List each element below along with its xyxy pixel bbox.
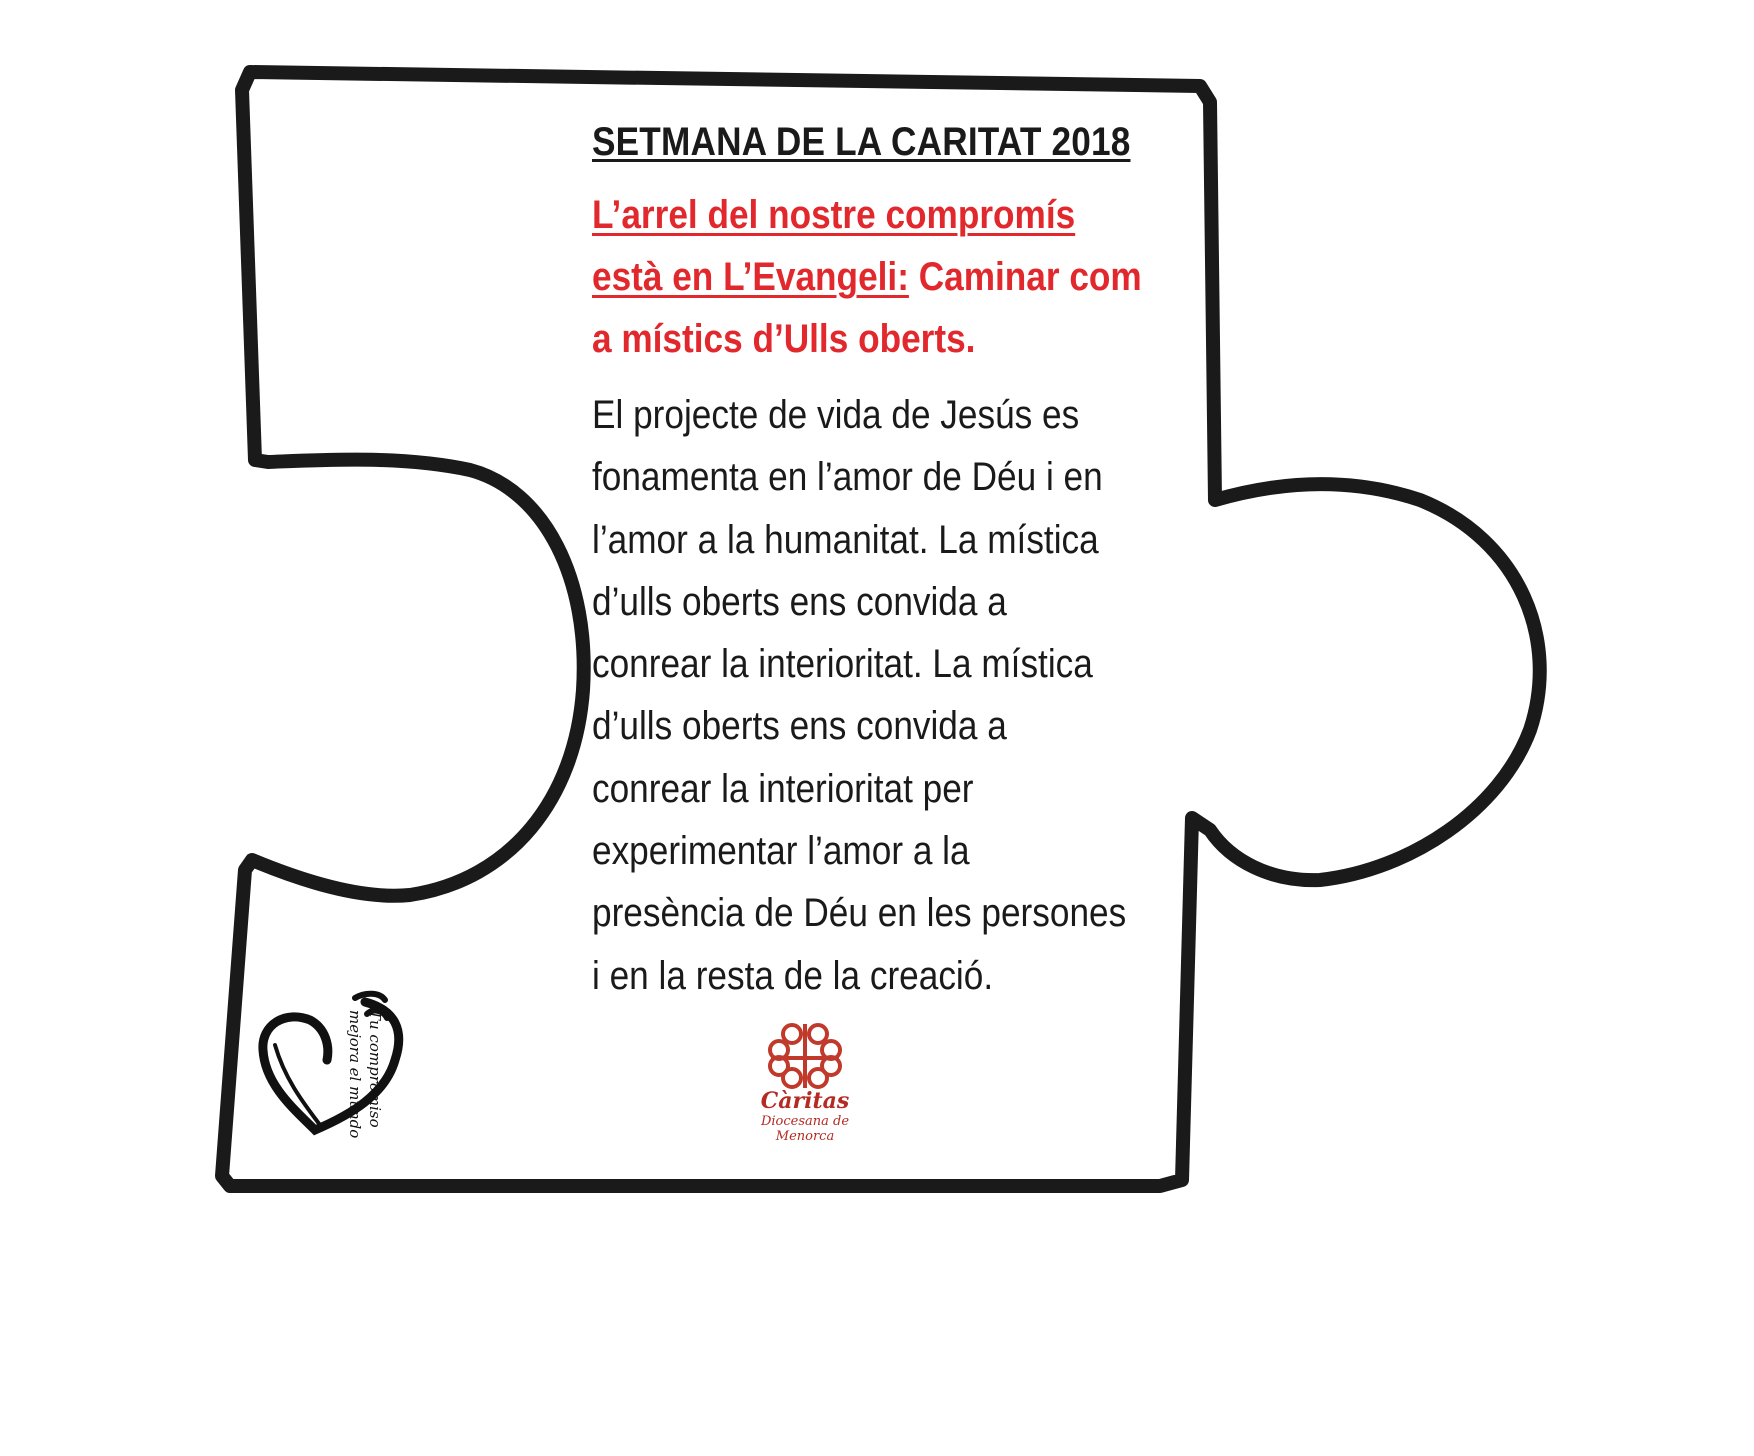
slogan-line-1: Tu compromiso (366, 1010, 384, 1128)
caritas-name: Càritas (760, 1088, 850, 1114)
body-line: experimentar l’amor a la (592, 829, 970, 874)
caritas-subtitle-line-2: Menorca (775, 1129, 835, 1144)
caritas-logo (735, 1020, 875, 1155)
text-content (592, 118, 1212, 1007)
body-line: i en la resta de la creació. (592, 953, 994, 998)
body-line: presència de Déu en les persones (592, 891, 1127, 936)
caritas-subtitle-line-1: Diocesana de (760, 1114, 850, 1129)
subtitle-line-2-underlined: està en L’Evangeli: (592, 255, 909, 299)
page-title: SETMANA DE LA CARITAT 2018 (592, 120, 1131, 164)
subtitle-line-2-rest: Caminar com (908, 255, 1142, 299)
caritas-subtitle (735, 1114, 875, 1144)
body-line: conrear la interioritat. La mística (592, 642, 1093, 687)
body-line: l’amor a la humanitat. La mística (592, 517, 1099, 562)
subtitle (592, 184, 1212, 370)
body-line: fonamenta en l’amor de Déu i en (592, 455, 1103, 500)
body-paragraph (592, 384, 1212, 1007)
slogan (345, 1010, 385, 1170)
subtitle-line-3: a místics d’Ulls oberts. (592, 317, 976, 361)
body-line: conrear la interioritat per (592, 766, 974, 811)
subtitle-line-1: L’arrel del nostre compromís (592, 193, 1076, 237)
body-line: d’ulls oberts ens convida a (592, 704, 1007, 749)
body-line: El projecte de vida de Jesús es (592, 393, 1080, 437)
slogan-line-2: mejora el mundo (346, 1010, 364, 1139)
caritas-cross-icon (735, 1020, 875, 1090)
body-line: d’ulls oberts ens convida a (592, 579, 1007, 624)
